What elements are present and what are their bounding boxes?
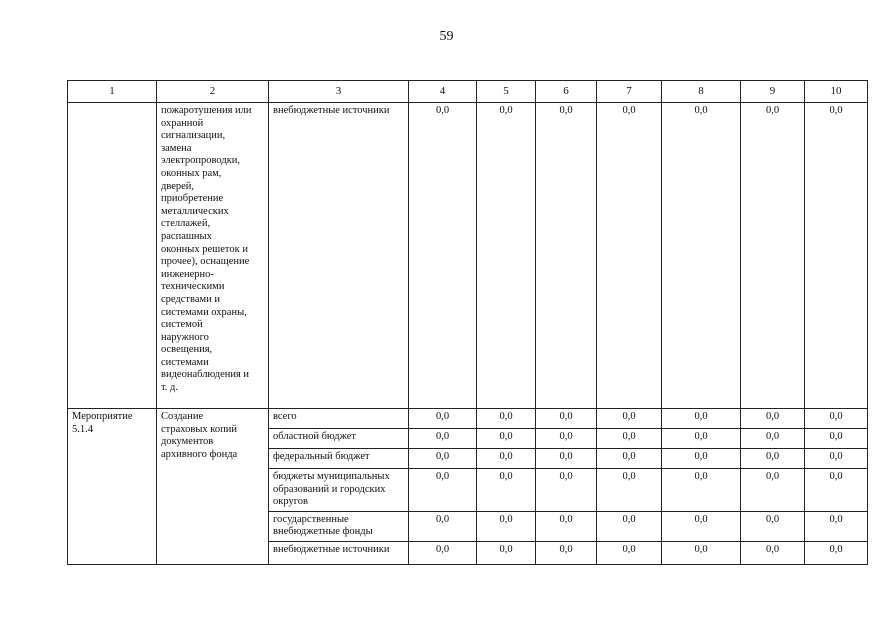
value-cell: 0,0 xyxy=(805,103,868,409)
text-line: Мероприятие xyxy=(72,411,133,422)
value-cell: 0,0 xyxy=(741,103,805,409)
value-cell: 0,0 xyxy=(409,541,477,564)
text-line: т. д. xyxy=(161,382,179,394)
text-line: образований и городских xyxy=(273,483,386,495)
value-cell: 0,0 xyxy=(805,541,868,564)
value-cell: 0,0 xyxy=(477,541,536,564)
value-cell: 0,0 xyxy=(741,409,805,429)
value-cell: 0,0 xyxy=(741,541,805,564)
value-cell: 0,0 xyxy=(409,409,477,429)
value-cell: 0,0 xyxy=(536,103,597,409)
text-line: всего xyxy=(273,411,297,422)
value-cell: 0,0 xyxy=(597,541,662,564)
value-cell: 0,0 xyxy=(409,103,477,409)
text-line: областной бюджет xyxy=(273,431,356,442)
value-cell: 0,0 xyxy=(805,409,868,429)
value-cell: 0,0 xyxy=(597,429,662,449)
text-line: системами охраны, xyxy=(161,306,247,318)
column-header: 9 xyxy=(741,81,805,103)
value-cell: 0,0 xyxy=(662,541,741,564)
text-line: металлических xyxy=(161,205,229,217)
text-line: государственные xyxy=(273,513,349,525)
text-line: страховых копий xyxy=(161,423,237,435)
value-cell: 0,0 xyxy=(477,511,536,541)
text-line: оконных решеток и xyxy=(161,243,248,255)
text-line: техническими xyxy=(161,281,225,293)
value-cell: 0,0 xyxy=(741,469,805,512)
value-cell: 0,0 xyxy=(662,409,741,429)
text-line: приобретение xyxy=(161,193,224,205)
funding-table xyxy=(67,80,868,565)
text-line: пожаротушения или xyxy=(161,105,252,116)
value-cell: 0,0 xyxy=(741,429,805,449)
text-line: Создание xyxy=(161,411,204,422)
value-cell: 0,0 xyxy=(477,469,536,512)
value-cell: 0,0 xyxy=(662,103,741,409)
funding-source-cell xyxy=(269,511,409,541)
column-header: 10 xyxy=(805,81,868,103)
funding-source-cell xyxy=(269,469,409,512)
value-cell: 0,0 xyxy=(536,511,597,541)
funding-source-cell: внебюджетные источники xyxy=(269,103,409,409)
text-line: системами xyxy=(161,356,209,368)
value-cell: 0,0 xyxy=(662,511,741,541)
value-cell: 0,0 xyxy=(477,429,536,449)
text-line: инженерно- xyxy=(161,268,214,280)
value-cell: 0,0 xyxy=(477,103,536,409)
text-line: прочее), оснащение xyxy=(161,256,250,268)
value-cell: 0,0 xyxy=(409,511,477,541)
value-cell: 0,0 xyxy=(662,469,741,512)
column-header: 2 xyxy=(157,81,269,103)
text-line: системой xyxy=(161,319,203,331)
activity-id-cell xyxy=(68,409,157,565)
value-cell: 0,0 xyxy=(409,469,477,512)
value-cell: 0,0 xyxy=(477,409,536,429)
text-line: средствами и xyxy=(161,293,221,305)
text-line: документов xyxy=(161,436,214,448)
text-line: электропроводки, xyxy=(161,155,241,167)
description-lines xyxy=(161,105,264,395)
value-cell: 0,0 xyxy=(597,469,662,512)
funding-source-cell xyxy=(269,409,409,429)
value-cell: 0,0 xyxy=(409,429,477,449)
value-cell: 0,0 xyxy=(536,541,597,564)
value-cell: 0,0 xyxy=(741,449,805,469)
text-line: архивного фонда xyxy=(161,448,238,460)
value-cell: 0,0 xyxy=(536,409,597,429)
funding-source-cell xyxy=(269,449,409,469)
value-cell: 0,0 xyxy=(536,429,597,449)
text-line: дверей, xyxy=(161,180,195,192)
text-line: освещения, xyxy=(161,344,213,356)
value-cell: 0,0 xyxy=(805,449,868,469)
activity-id-cell xyxy=(68,103,157,409)
text-line: охранной xyxy=(161,117,204,129)
activity-description-cell xyxy=(157,103,269,409)
continued-row xyxy=(68,103,868,409)
value-cell: 0,0 xyxy=(536,449,597,469)
text-line: внебюджетные источники xyxy=(273,543,390,555)
table-row xyxy=(68,409,868,429)
text-line: наружного xyxy=(161,331,209,343)
value-cell: 0,0 xyxy=(477,449,536,469)
value-cell: 0,0 xyxy=(662,449,741,469)
text-line: бюджеты муниципальных xyxy=(273,471,390,482)
text-line: округов xyxy=(273,496,308,508)
header-row xyxy=(68,81,868,103)
value-cell: 0,0 xyxy=(805,469,868,512)
text-line: оконных рам, xyxy=(161,167,222,179)
value-cell: 0,0 xyxy=(741,511,805,541)
text-line: федеральный бюджет xyxy=(273,451,370,462)
text-line: распашных xyxy=(161,230,212,242)
value-cell: 0,0 xyxy=(597,409,662,429)
text-line: видеонаблюдения и xyxy=(161,369,250,381)
column-header: 1 xyxy=(68,81,157,103)
column-header: 3 xyxy=(269,81,409,103)
activity-name-cell xyxy=(157,409,269,565)
value-cell: 0,0 xyxy=(597,449,662,469)
value-cell: 0,0 xyxy=(597,511,662,541)
text-line: замена xyxy=(161,142,192,154)
value-cell: 0,0 xyxy=(805,429,868,449)
text-line: стеллажей, xyxy=(161,218,211,230)
text-line: внебюджетные фонды xyxy=(273,526,373,538)
column-header: 4 xyxy=(409,81,477,103)
value-cell: 0,0 xyxy=(805,511,868,541)
column-header: 6 xyxy=(536,81,597,103)
text-line: 5.1.4 xyxy=(72,423,93,435)
text-line: сигнализации, xyxy=(161,130,226,142)
column-header: 5 xyxy=(477,81,536,103)
page-number: 59 xyxy=(439,29,454,44)
value-cell: 0,0 xyxy=(409,449,477,469)
funding-source-cell xyxy=(269,429,409,449)
value-cell: 0,0 xyxy=(597,103,662,409)
funding-source-cell xyxy=(269,541,409,564)
column-header: 7 xyxy=(597,81,662,103)
value-cell: 0,0 xyxy=(662,429,741,449)
value-cell: 0,0 xyxy=(536,469,597,512)
column-header: 8 xyxy=(662,81,741,103)
